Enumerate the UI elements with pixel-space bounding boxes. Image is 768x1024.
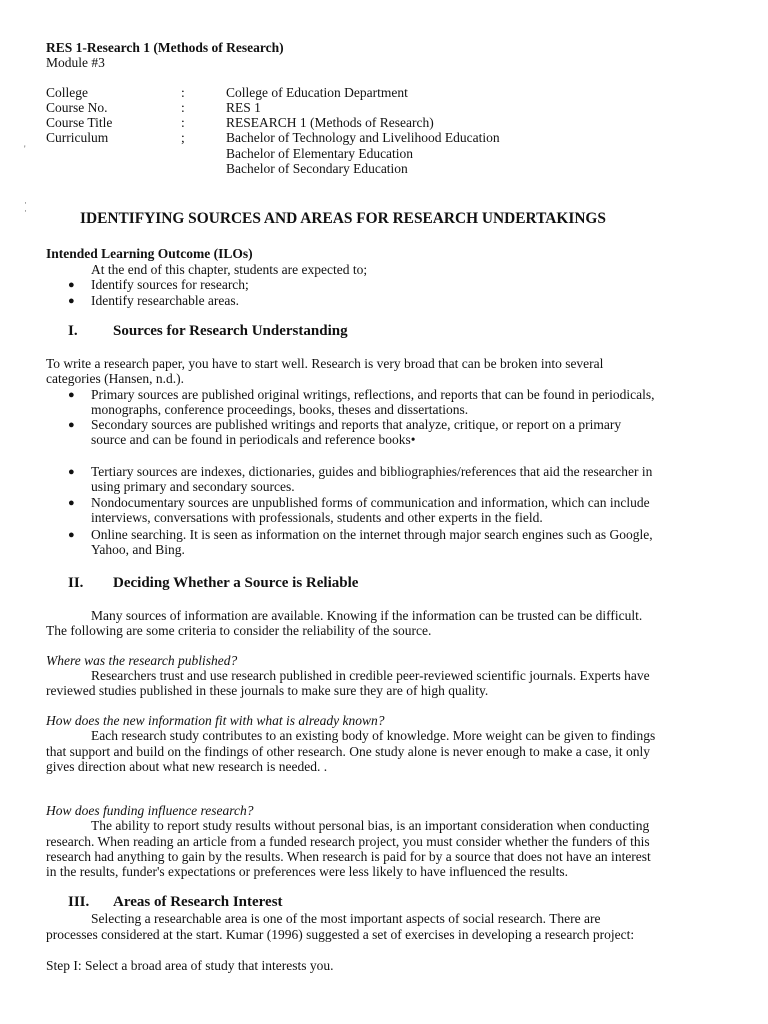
bullet-icon: ● [68, 497, 75, 509]
list-item-line: Primary sources are published original writings, reflections, and reports that can be found in periodicals, [91, 387, 655, 402]
list-item-line: source and can be found in periodicals and reference books• [91, 432, 416, 447]
step-line: Step I: Select a broad area of study that interests you. [46, 958, 334, 973]
info-separator: : [181, 100, 185, 115]
list-item-line: Online searching. It is seen as information on the internet through major search engines such as Google, [91, 527, 653, 542]
bullet-icon: ● [68, 389, 75, 401]
info-separator: : [181, 85, 185, 100]
section-heading: Deciding Whether a Source is Reliable [113, 575, 359, 591]
info-value: Bachelor of Technology and Livelihood Education [226, 130, 500, 145]
section-heading: Areas of Research Interest [113, 894, 283, 910]
module-number: Module #3 [46, 55, 105, 70]
ilo-item: Identify sources for research; [91, 277, 249, 292]
ilo-heading: Intended Learning Outcome (ILOs) [46, 246, 253, 261]
paragraph-line: To write a research paper, you have to start well. Research is very broad that can be broken into several [46, 356, 604, 371]
bullet-icon: ● [68, 419, 75, 431]
paragraph-line: research had anything to gain by the results. When research is paid for by a source that does not have an interest [46, 849, 651, 864]
paragraph-line: Researchers trust and use research published in credible peer-reviewed scientific journals. Experts have [91, 668, 650, 683]
paragraph-line: that support and build on the findings of other research. One study alone is never enough to make a case, it only [46, 744, 650, 759]
info-value: RES 1 [226, 100, 261, 115]
paragraph-line: research. When reading an article from a funded research project, you must consider whether the funders of this [46, 834, 650, 849]
list-item-line: interviews, conversations with professionals, students and other experts in the field. [91, 510, 543, 525]
criteria-question: How does funding influence research? [46, 803, 254, 818]
margin-mark: · [24, 198, 27, 208]
info-value: College of Education Department [226, 85, 408, 100]
ilo-intro: At the end of this chapter, students are expected to; [91, 262, 368, 277]
bullet-icon: ● [68, 279, 75, 291]
list-item-line: Tertiary sources are indexes, dictionaries, guides and bibliographies/references that aid the researcher in [91, 464, 653, 479]
bullet-icon: ● [68, 295, 75, 307]
paragraph-line: categories (Hansen, n.d.). [46, 371, 184, 386]
ilo-item: Identify researchable areas. [91, 293, 240, 308]
info-label: Course No. [46, 100, 108, 115]
info-value: RESEARCH 1 (Methods of Research) [226, 115, 434, 130]
criteria-question: How does the new information fit with what is already known? [46, 713, 385, 728]
section-number: III. [68, 894, 90, 910]
margin-mark: · [24, 206, 27, 216]
paragraph-line: reviewed studies published in these journals to make sure they are of high quality. [46, 683, 489, 698]
info-label: College [46, 85, 88, 100]
list-item-line: Secondary sources are published writings and reports that analyze, critique, or report on a primary [91, 417, 622, 432]
list-item-line: monographs, conference proceedings, books, theses and dissertations. [91, 402, 469, 417]
bullet-icon: ● [68, 466, 75, 478]
paragraph-line: gives direction about what new research is needed. . [46, 759, 328, 774]
list-item-line: Yahoo, and Bing. [91, 542, 185, 557]
document-title: IDENTIFYING SOURCES AND AREAS FOR RESEARCH UNDERTAKINGS [80, 210, 606, 227]
paragraph-line: processes considered at the start. Kumar (1996) suggested a set of exercises in developing a research project: [46, 927, 635, 942]
paragraph-line: Selecting a researchable area is one of the most important aspects of social research. There are [91, 911, 601, 926]
info-value: Bachelor of Secondary Education [226, 161, 408, 176]
paragraph-line: in the results, funder's expectations or preferences were less likely to have influenced the results. [46, 864, 568, 879]
paragraph-line: Each research study contributes to an existing body of knowledge. More weight can be given to findings [91, 728, 656, 743]
paragraph-line: Many sources of information are available. Knowing if the information can be trusted can be difficult. [91, 608, 643, 623]
info-label: Curriculum [46, 130, 109, 145]
section-number: I. [68, 323, 78, 339]
list-item-line: Nondocumentary sources are unpublished forms of communication and information, which can include [91, 495, 650, 510]
section-number: II. [68, 575, 84, 591]
margin-mark: ' [24, 144, 26, 154]
bullet-icon: ● [68, 529, 75, 541]
criteria-question: Where was the research published? [46, 653, 238, 668]
info-separator: : [181, 115, 185, 130]
info-value: Bachelor of Elementary Education [226, 146, 414, 161]
section-heading: Sources for Research Understanding [113, 323, 348, 339]
info-separator: ; [181, 130, 185, 145]
list-item-line: using primary and secondary sources. [91, 479, 295, 494]
course-header-title: RES 1-Research 1 (Methods of Research) [46, 40, 284, 55]
paragraph-line: The ability to report study results without personal bias, is an important consideration when conducting [91, 818, 650, 833]
info-label: Course Title [46, 115, 113, 130]
paragraph-line: The following are some criteria to consider the reliability of the source. [46, 623, 432, 638]
